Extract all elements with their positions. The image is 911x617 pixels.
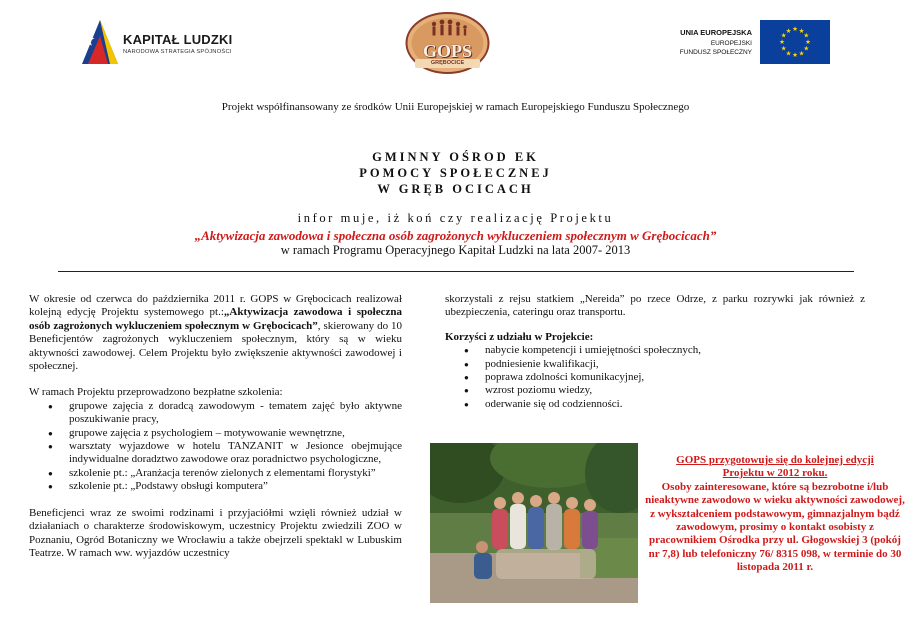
info-line: infor muje, iż koń czy realizację Projektu — [297, 211, 614, 225]
notice-body: Osoby zainteresowane, które są bezrobotne i/lub nieaktywne zawodowo w wieku aktywności zawodowej, z wykształceniem podstawowym, gimnazjalnym bądź zawodowym, prosimy o kontakt osobisty z pracownikiem Ośrodka przy ul. Głogowskiej 3 (pokój nr 7,8) lub telefoniczny 76/ 8315 098, w terminie do 30 listopada 2011 r. — [645, 480, 905, 574]
header-divider — [58, 271, 854, 272]
eu-logo — [660, 18, 830, 66]
eu-logo-line2: FUNDUSZ SPOŁECZNY — [679, 48, 752, 56]
notice-heading-line-2: Projektu w 2012 roku. — [722, 467, 828, 480]
eu-star-icon: ★ — [785, 50, 792, 58]
eu-star-icon: ★ — [805, 39, 811, 47]
training-item: ● grupowe zajęcia z psychologiem – motywowanie wewnętrzne, — [69, 427, 402, 440]
eu-star-icon: ★ — [792, 52, 798, 60]
eu-star-icon: ★ — [798, 27, 805, 35]
benefit-item: ● wzrost poziomu wiedzy, — [485, 384, 865, 397]
organization-line-1: GMINNY OŚROD EK — [372, 150, 539, 164]
intro-text-b: , skierowany do 10 Beneficjentów zagrożonych wykluczeniem społecznym, który są w wieku aktywności zawodowej. Celem Projektu było zwiększenie aktywności zawodowej i społecznej. — [29, 319, 402, 373]
program-line: w ramach Programu Operacyjnego Kapitał Ludzki na lata 2007- 2013 — [280, 243, 631, 257]
eu-flag-icon — [760, 20, 830, 64]
eu-star-icon: ★ — [780, 45, 787, 53]
left-column — [29, 293, 402, 560]
group-photo-image — [430, 443, 638, 603]
eu-logo-title: UNIA EUROPEJSKA — [680, 28, 752, 37]
notice-heading-line-1: GOPS przygotowuje się do kolejnej edycji — [676, 454, 874, 466]
gops-logo-text: GOPS — [422, 41, 472, 61]
trainings-intro: W ramach Projektu przeprowadzono bezpłatne szkolenia: — [29, 386, 283, 399]
gops-logo — [405, 12, 490, 74]
organization-line-2: POMOCY SPOŁECZNEJ — [359, 166, 552, 180]
benefits-list — [445, 344, 865, 411]
intro-paragraph — [29, 293, 402, 373]
intro-text-a: W okresie od czerwca do października 2011 r. GOPS w Grębocicach realizował kolejną edycję Projektu systemowego pt.: — [29, 293, 402, 319]
group-photo — [430, 443, 638, 603]
eu-star-icon: ★ — [803, 45, 810, 53]
eu-star-icon: ★ — [792, 26, 798, 34]
training-item: ● szkolenie pt.: „Podstawy obsługi komputera” — [69, 480, 402, 493]
training-item: ● szkolenie pt.: „Aranżacja terenów zielonych z elementami florystyki” — [69, 467, 402, 480]
cofinance-line: Projekt współfinansowany ze środków Unii Europejskiej w ramach Europejskiego Funduszu Społecznego — [221, 101, 690, 113]
eu-star-icon: ★ — [803, 32, 810, 40]
eu-logo-subtitle — [680, 40, 752, 57]
right-column — [445, 293, 865, 411]
eu-star-icon: ★ — [780, 32, 787, 40]
intro-project-name: „Aktywizacja zawodowa i społeczna osób zagrożonych wykluczeniem społecznym w Grębocicach” — [29, 306, 402, 332]
eu-stars-icon — [760, 20, 830, 64]
project-title: „Aktywizacja zawodowa i społeczna osób zagrożonych wykluczeniem społecznym w Grębocicach” — [194, 228, 717, 243]
benefit-item: ● podniesienie kwalifikacji, — [485, 358, 865, 371]
kapital-ludzki-title: KAPITAŁ LUDZKI — [123, 32, 233, 47]
trips-paragraph: Beneficjenci wraz ze swoimi rodzinami i przyjaciółmi wzięli również udział w działaniach o charakterze środowiskowym, uczestnicy Projektu zwiedzili ZOO w Poznaniu, Ogród Botaniczny we Wrocławiu a także obejrzeli spektakl w Lubuskim Teatrze. W ramach ww. wyjazdów uczestnicy — [29, 506, 402, 559]
kapital-ludzki-logo — [80, 18, 250, 68]
eu-star-icon: ★ — [779, 39, 785, 47]
eu-star-icon: ★ — [798, 50, 805, 58]
organization-line-3: W GRĘB OCICACH — [377, 182, 534, 196]
eu-star-icon: ★ — [785, 27, 792, 35]
training-item: ● warsztaty wyjazdowe w hotelu TANZANIT w Jesionce obejmujące indywidualne doradztwo zawodowe oraz poradnictwo psychologiczne, — [69, 440, 402, 467]
benefit-item: ● poprawa zdolności komunikacyjnej, — [485, 371, 865, 384]
trainings-list — [29, 400, 402, 494]
benefits-heading: Korzyści z udziału w Projekcie: — [445, 330, 594, 343]
gops-logo-subtitle: GRĘBOCICE — [430, 60, 465, 66]
organization-name — [0, 149, 911, 197]
kapital-ludzki-subtitle: NARODOWA STRATEGIA SPÓJNOŚCI — [123, 49, 232, 55]
benefit-item: ● oderwanie się od codzienności. — [485, 398, 865, 411]
continuation-paragraph: skorzystali z rejsu statkiem „Nereida” po rzece Odrze, z parku rozrywki jak również z ubezpieczenia, cateringu oraz transportu. — [445, 293, 865, 319]
next-edition-notice — [645, 454, 905, 575]
training-item: ● grupowe zajęcia z doradcą zawodowym - tematem zajęć było aktywne poszukiwanie pracy, — [69, 400, 402, 427]
eu-logo-line1: EUROPEJSKI — [710, 40, 752, 47]
kapital-ludzki-emblem-icon — [80, 18, 122, 68]
benefit-item: ● nabycie kompetencji i umiejętności społecznych, — [485, 344, 865, 357]
